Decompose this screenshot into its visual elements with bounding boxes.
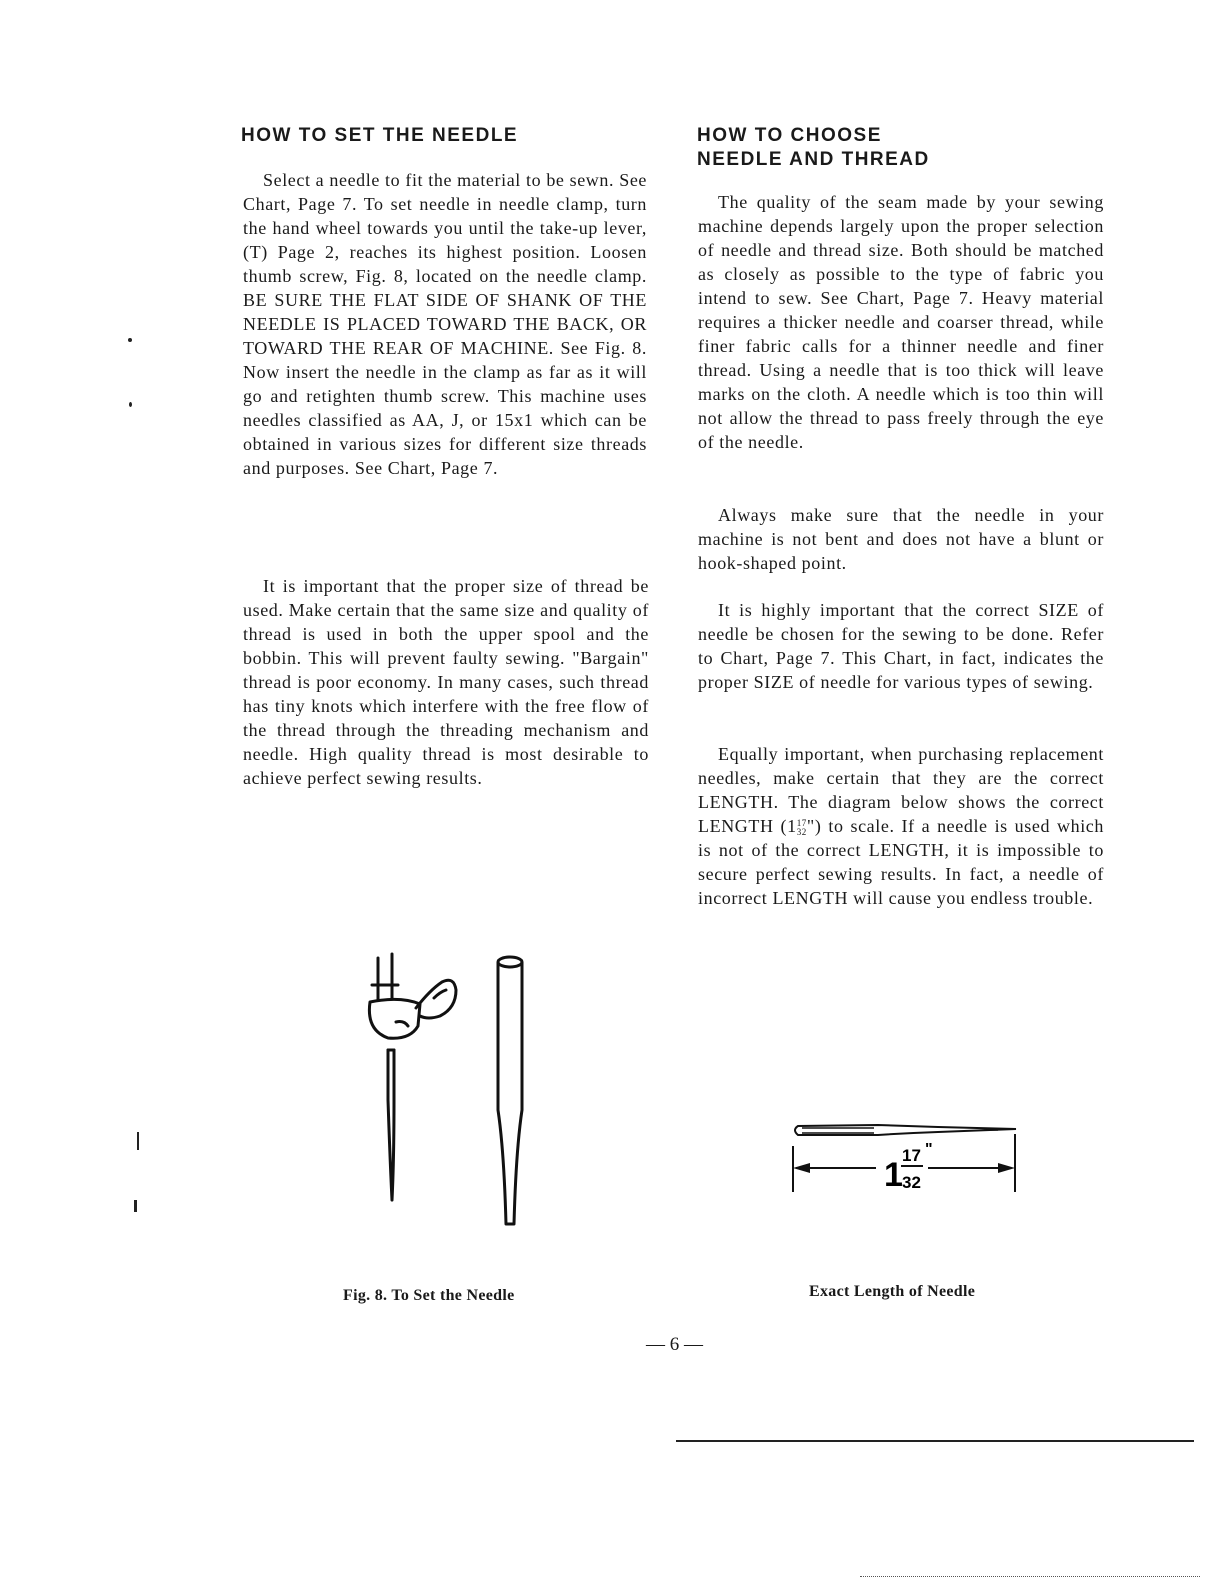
length-text-after: ") to scale. If a needle is used which is not of the correct LENGTH, it is impossible to secure perfect sewing results. In fact, a needle of incorrect LENGTH will cause you endless trouble.	[698, 816, 1104, 908]
scan-mark-1	[128, 338, 132, 342]
left-paragraph-1: Select a needle to fit the material to be sewn. See Chart, Page 7. To set needle in needle clamp, turn the hand wheel towards you until the take-up lever, (T) Page 2, reaches its highest position. Loosen thumb screw, Fig. 8, located on the needle clamp. BE SURE THE FLAT SIDE OF SHANK OF THE NEEDLE IS PLACED TOWARD THE BACK, OR TOWARD THE REAR OF MACHINE. See Fig. 8. Now insert the needle in the clamp as far as it will go and retighten thumb screw. This machine uses needles classified as AA, J, or 15x1 which can be obtained in various sizes for different size threads and purposes. See Chart, Page 7.	[243, 170, 647, 478]
right-paragraph-3: It is highly important that the correct SIZE of needle be chosen for the sewing to be done. Refer to Chart, Page 7. This Chart, in fact, indicates the proper SIZE of needle for various types of sewing.	[698, 600, 1104, 692]
enlarged-needle	[498, 957, 522, 1224]
needle-clamp	[369, 999, 420, 1038]
scan-mark-2	[129, 402, 132, 407]
dimension-unit: "	[925, 1141, 933, 1158]
dimension-left-arrow	[793, 1163, 810, 1173]
right-heading-line-2: NEEDLE AND THREAD	[697, 149, 930, 170]
scan-rule-faint	[860, 1576, 1200, 1578]
left-heading: HOW TO SET THE NEEDLE	[241, 125, 519, 146]
right-paragraph-1: The quality of the seam made by your sewing machine depends largely upon the proper selection of needle and thread size. Both should be matched as closely as possible to the type of fabric you intend to sew. See Chart, Page 7. Heavy material requires a thicker needle and coarser thread, while finer fabric calls for a thinner needle and finer thread. Using a needle that is too thick will leave marks on the cloth. A needle which is too thin will not allow the thread to pass freely through the eye of the needle.	[698, 192, 1104, 452]
length-text-before: Equally important, when purchasing replacement needles, make certain that they are the correct LENGTH. The diagram below shows the correct LENGTH (1	[698, 744, 1104, 836]
fig8-caption: Fig. 8. To Set the Needle	[343, 1287, 515, 1304]
length-inline-denominator: 32	[796, 826, 807, 837]
right-paragraph-2: Always make sure that the needle in your machine is not bent and does not have a blunt or hook-shaped point.	[698, 505, 1104, 573]
right-heading-line-1: HOW TO CHOOSE	[697, 125, 882, 146]
scan-mark-3	[137, 1132, 139, 1150]
scan-rule	[676, 1440, 1194, 1442]
thumb-screw	[416, 980, 456, 1018]
needle-length-caption: Exact Length of Needle	[809, 1283, 976, 1300]
fig8-needle-illustration	[360, 950, 540, 1240]
page-number: — 6 —	[646, 1334, 703, 1355]
dimension-right-arrow	[998, 1163, 1015, 1173]
small-needle	[388, 1050, 394, 1200]
dimension-denominator: 32	[902, 1173, 921, 1192]
dimension-whole: 1	[884, 1156, 903, 1194]
length-inline-fraction	[797, 819, 807, 837]
right-paragraph-4	[698, 742, 1104, 910]
left-paragraph-2: It is important that the proper size of thread be used. Make certain that the same size and quality of thread is used in both the upper spool and the bobbin. This will prevent faulty sewing. "Bargain" thread is poor economy. In many cases, such thread has tiny knots which interfere with the free flow of the thread through the threading mechanism and needle. High quality thread is most desirable to achieve perfect sewing results.	[243, 576, 649, 788]
dimension-numerator: 17	[902, 1146, 921, 1165]
needle-length-diagram	[788, 1118, 1020, 1198]
length-inline-numerator: 17	[796, 817, 807, 828]
scan-mark-4	[134, 1200, 137, 1212]
